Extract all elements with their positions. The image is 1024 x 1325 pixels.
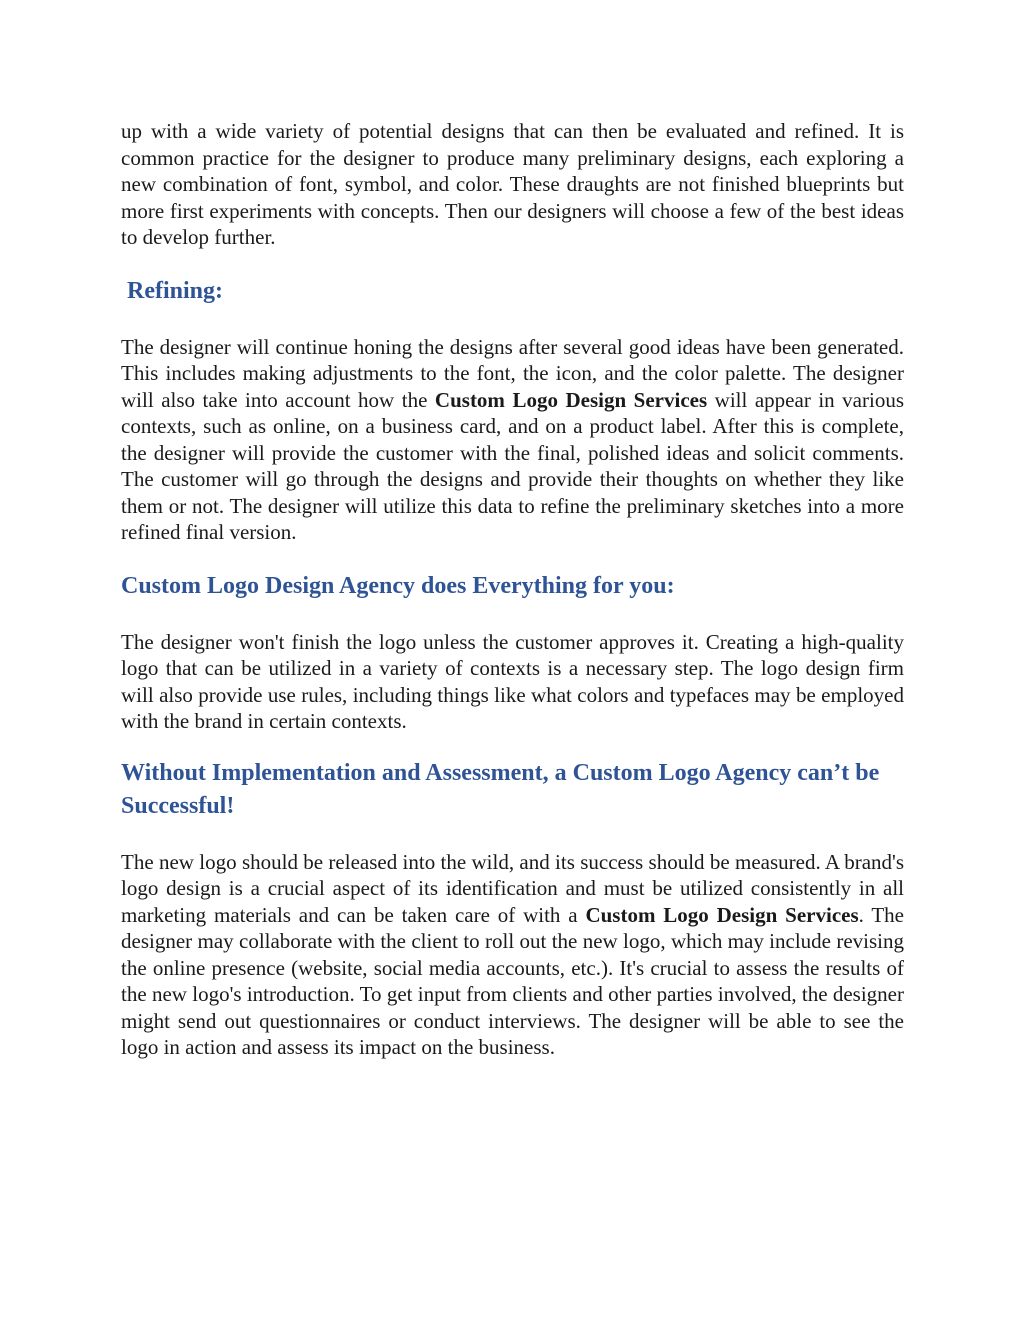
paragraph-implementation-text-a: The new logo should be released into the wild, and its success should be measured. A brand's logo design is a crucial aspect of its identification and must be utilized consistently in all marketing materials and can be taken care of with a — [121, 849, 904, 927]
paragraph-implementation-text-b: . The designer may collaborate with the client to roll out the new logo, which may include revising the online presence (website, social media accounts, etc.). It's crucial to assess the results of the new logo's introduction. To get input from clients and other parties involved, the designer might send out questionnaires or conduct interviews. The designer will be able to see the logo in action and assess its impact on the business. — [121, 902, 905, 1059]
paragraph-refining-text-a: The designer will continue honing the designs after several good ideas have been generated. This includes making adjustments to the font, the icon, and the color palette. The designer will also take into account how the — [121, 334, 904, 412]
heading-implementation: Without Implementation and Assessment, a Custom Logo Agency can’t be Successful! — [121, 759, 880, 819]
paragraph-implementation — [121, 849, 904, 1061]
bold-custom-logo-design-services: Custom Logo Design Services — [434, 387, 708, 412]
document-page — [121, 118, 904, 1061]
heading-refining: Refining: — [127, 277, 223, 304]
heading-agency: Custom Logo Design Agency does Everything for you: — [121, 572, 675, 599]
paragraph-agency: The designer won't finish the logo unless the customer approves it. Creating a high-quality logo that can be utilized in a variety of contexts is a necessary step. The logo design firm will also provide use rules, including things like what colors and typefaces may be employed with the brand in certain contexts. — [121, 629, 904, 733]
bold-custom-logo-design-services-2: Custom Logo Design Services — [585, 902, 859, 927]
paragraph-refining-text-b: will appear in various contexts, such as online, on a business card, and on a product label. After this is complete, the designer will provide the customer with the final, polished ideas and solicit comments. The customer will go through the designs and provide their thoughts on whether they like them or not. The designer will utilize this data to refine the preliminary sketches into a more refined final version. — [121, 387, 905, 544]
paragraph-intro: up with a wide variety of potential designs that can then be evaluated and refined. It is common practice for the designer to produce many preliminary designs, each exploring a new combination of font, symbol, and color. These draughts are not finished blueprints but more first experiments with concepts. Then our designers will choose a few of the best ideas to develop further. — [121, 119, 904, 249]
paragraph-refining — [121, 334, 904, 546]
